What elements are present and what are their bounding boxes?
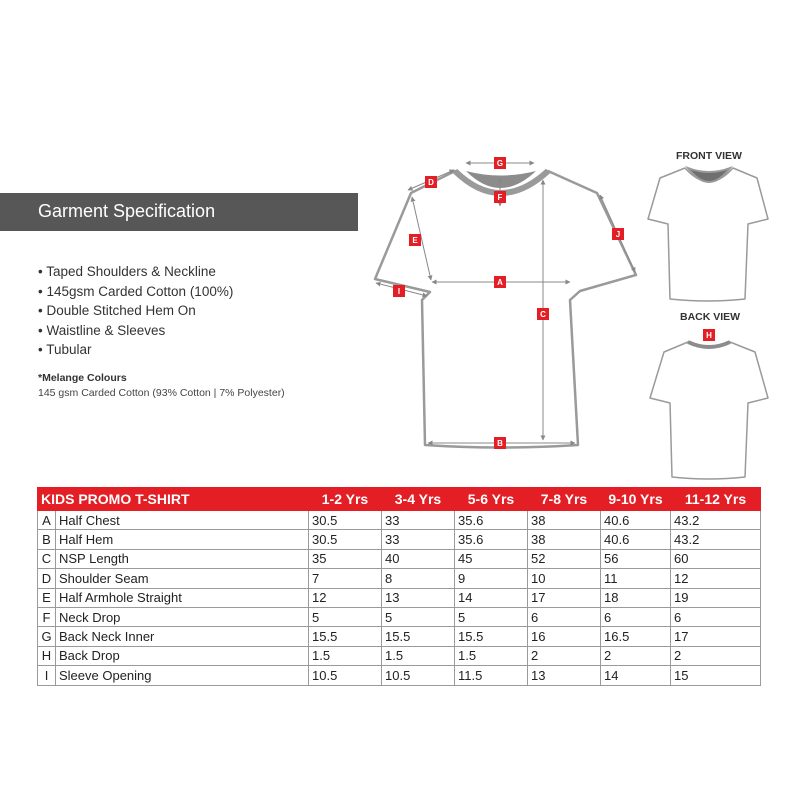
table-row: [38, 569, 761, 588]
feature-item: • Tubular: [38, 340, 233, 360]
cell: 15: [671, 666, 761, 685]
table-row: [38, 511, 761, 530]
cell: 5: [455, 607, 528, 626]
cell: 8: [382, 569, 455, 588]
cell: 45: [455, 549, 528, 568]
size-table: [37, 487, 761, 686]
cell: 15.5: [382, 627, 455, 646]
marker-f: [494, 191, 506, 203]
marker-b-label: B: [497, 439, 503, 448]
marker-g-label: G: [496, 159, 504, 168]
size-header: 1-2 Yrs: [309, 488, 382, 511]
row-name: Shoulder Seam: [56, 569, 309, 588]
marker-a: [494, 276, 506, 288]
front-view-label: FRONT VIEW: [676, 150, 742, 162]
marker-i-label: I: [397, 287, 401, 296]
cell: 9: [455, 569, 528, 588]
cell: 38: [528, 530, 601, 549]
cell: 14: [455, 588, 528, 607]
cell: 11: [601, 569, 671, 588]
marker-e-label: E: [412, 236, 418, 245]
row-code: D: [38, 569, 56, 588]
table-title: KIDS PROMO T-SHIRT: [38, 488, 309, 511]
cell: 14: [601, 666, 671, 685]
cell: 43.2: [671, 530, 761, 549]
cell: 30.5: [309, 511, 382, 530]
cell: 56: [601, 549, 671, 568]
marker-j: [612, 228, 624, 240]
cell: 60: [671, 549, 761, 568]
row-code: A: [38, 511, 56, 530]
cell: 13: [382, 588, 455, 607]
cell: 2: [601, 646, 671, 665]
size-header: 11-12 Yrs: [671, 488, 761, 511]
cell: 16: [528, 627, 601, 646]
cell: 30.5: [309, 530, 382, 549]
back-view-neck: [688, 342, 730, 347]
cell: 18: [601, 588, 671, 607]
marker-c: [537, 308, 549, 320]
feature-item: • 145gsm Carded Cotton (100%): [38, 282, 233, 302]
cell: 43.2: [671, 511, 761, 530]
row-name: Half Chest: [56, 511, 309, 530]
marker-b: [494, 437, 506, 449]
marker-h-label: H: [706, 331, 712, 340]
cell: 35.6: [455, 530, 528, 549]
size-header: 9-10 Yrs: [601, 488, 671, 511]
cell: 52: [528, 549, 601, 568]
back-view-tshirt: [650, 342, 768, 479]
row-name: Sleeve Opening: [56, 666, 309, 685]
cell: 1.5: [309, 646, 382, 665]
table-row: [38, 627, 761, 646]
cell: 35.6: [455, 511, 528, 530]
marker-h: [703, 329, 715, 341]
row-code: H: [38, 646, 56, 665]
cell: 15.5: [455, 627, 528, 646]
cell: 10.5: [382, 666, 455, 685]
cell: 40.6: [601, 511, 671, 530]
table-row: [38, 530, 761, 549]
cell: 10.5: [309, 666, 382, 685]
table-row: [38, 646, 761, 665]
feature-item: • Waistline & Sleeves: [38, 321, 233, 341]
marker-d: [425, 176, 437, 188]
front-view-tshirt: [648, 168, 768, 301]
row-name: Back Neck Inner: [56, 627, 309, 646]
cell: 33: [382, 530, 455, 549]
cell: 33: [382, 511, 455, 530]
table-row: [38, 549, 761, 568]
spec-title: Garment Specification: [38, 201, 216, 221]
cell: 38: [528, 511, 601, 530]
cell: 19: [671, 588, 761, 607]
cell: 1.5: [455, 646, 528, 665]
cell: 17: [671, 627, 761, 646]
cell: 17: [528, 588, 601, 607]
row-name: NSP Length: [56, 549, 309, 568]
cell: 6: [601, 607, 671, 626]
row-code: B: [38, 530, 56, 549]
table-row: [38, 666, 761, 685]
cell: 1.5: [382, 646, 455, 665]
cell: 11.5: [455, 666, 528, 685]
cell: 12: [309, 588, 382, 607]
row-code: G: [38, 627, 56, 646]
row-name: Neck Drop: [56, 607, 309, 626]
cell: 10: [528, 569, 601, 588]
melange-heading: *Melange Colours: [38, 372, 127, 384]
row-code: E: [38, 588, 56, 607]
marker-f-label: F: [497, 193, 503, 202]
back-view-label: BACK VIEW: [680, 311, 741, 323]
cell: 35: [309, 549, 382, 568]
marker-i: [393, 285, 405, 297]
marker-c-label: C: [540, 310, 546, 319]
cell: 7: [309, 569, 382, 588]
row-name: Half Armhole Straight: [56, 588, 309, 607]
table-row: [38, 588, 761, 607]
marker-d-label: D: [428, 178, 434, 187]
cell: 13: [528, 666, 601, 685]
marker-j-label: J: [615, 230, 621, 239]
marker-e: [409, 234, 421, 246]
row-name: Half Hem: [56, 530, 309, 549]
cell: 40.6: [601, 530, 671, 549]
cell: 15.5: [309, 627, 382, 646]
cell: 40: [382, 549, 455, 568]
cell: 6: [528, 607, 601, 626]
size-header: 3-4 Yrs: [382, 488, 455, 511]
cell: 16.5: [601, 627, 671, 646]
size-header: 7-8 Yrs: [528, 488, 601, 511]
table-row: [38, 607, 761, 626]
cell: 2: [528, 646, 601, 665]
row-code: I: [38, 666, 56, 685]
main-tshirt: [375, 171, 636, 448]
cell: 5: [382, 607, 455, 626]
cell: 2: [671, 646, 761, 665]
marker-g: [494, 157, 506, 169]
row-code: F: [38, 607, 56, 626]
row-name: Back Drop: [56, 646, 309, 665]
feature-item: • Taped Shoulders & Neckline: [38, 262, 233, 282]
melange-text: 145 gsm Carded Cotton (93% Cotton | 7% Polyester): [38, 387, 285, 399]
feature-item: • Double Stitched Hem On: [38, 301, 233, 321]
size-header: 5-6 Yrs: [455, 488, 528, 511]
cell: 6: [671, 607, 761, 626]
row-code: C: [38, 549, 56, 568]
cell: 5: [309, 607, 382, 626]
cell: 12: [671, 569, 761, 588]
table-header-row: [38, 488, 761, 511]
marker-a-label: A: [497, 278, 503, 287]
